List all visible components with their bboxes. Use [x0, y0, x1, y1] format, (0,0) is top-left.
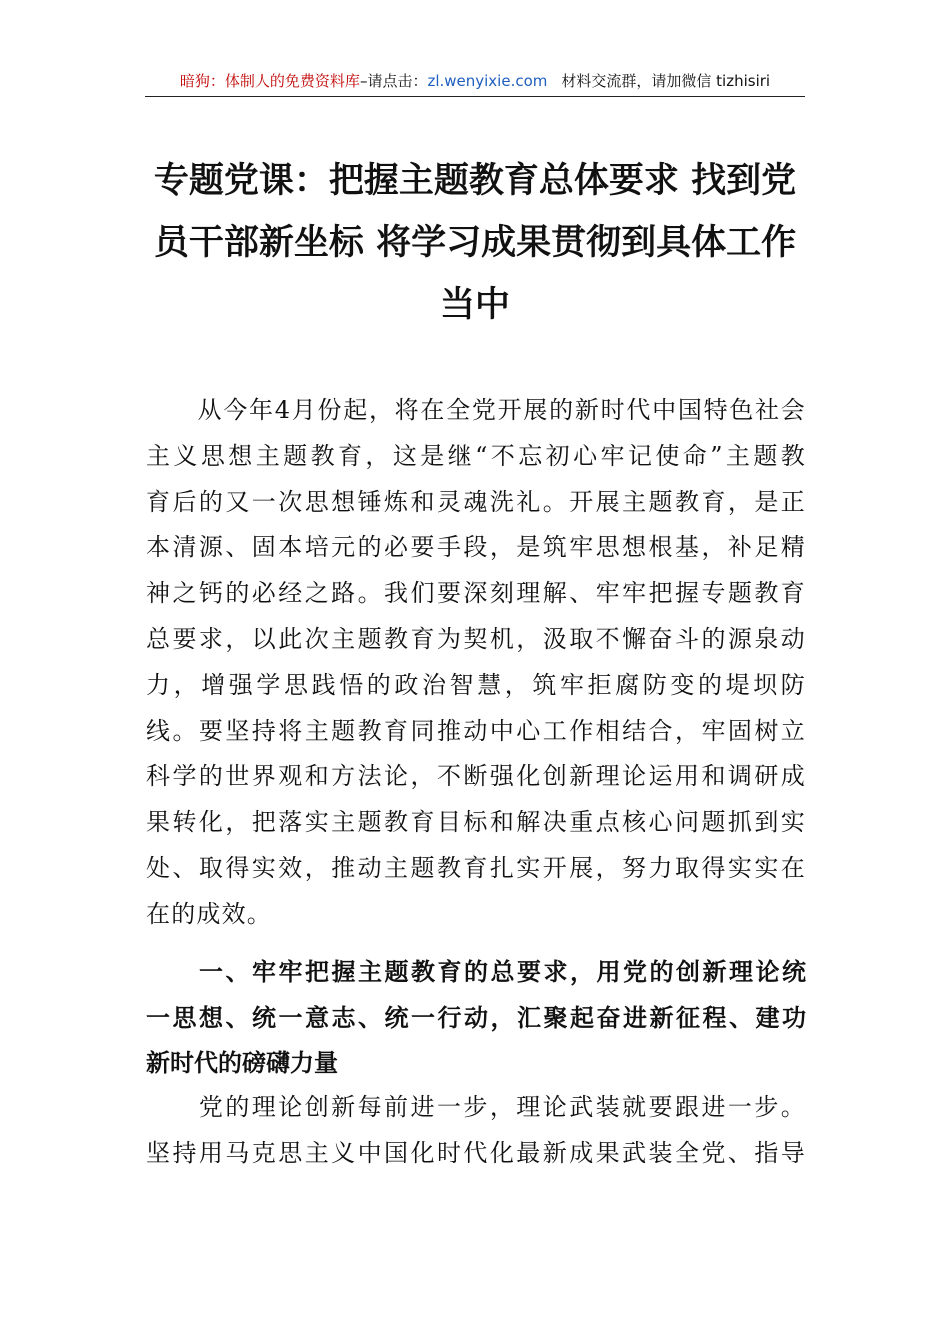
header-url-link[interactable]: zl.wenyixie.com — [427, 72, 548, 90]
paragraph-line: 处、取得实效，推动主题教育扎实开展，努力取得实实在 — [146, 853, 806, 882]
document-title — [140, 150, 810, 336]
paragraph-line: 总要求，以此次主题教育为契机，汲取不懈奋斗的源泉动 — [146, 624, 806, 653]
heading-line: 一、牢牢把握主题教育的总要求，用党的创新理论统 — [146, 958, 806, 986]
paragraph-line: 主义思想主题教育，这是继“不忘初心牢记使命”主题教 — [146, 441, 806, 470]
title-line-1: 专题党课：把握主题教育总体要求 找到党 — [153, 161, 797, 201]
heading-line: 一思想、统一意志、统一行动，汇聚起奋进新征程、建功 — [146, 1003, 806, 1032]
paragraph-section-1 — [146, 1085, 806, 1177]
paragraph-line: 神之钙的必经之路。我们要深刻理解、牢牢把握专题教育 — [146, 579, 806, 608]
paragraph-intro — [146, 388, 806, 938]
header-group-note: 材料交流群，请加微信 tizhisiri — [561, 72, 771, 90]
paragraph-line: 果转化，把落实主题教育目标和解决重点核心问题抓到实 — [146, 808, 806, 837]
paragraph-line: 坚持用马克思主义中国化时代化最新成果武装全党、指导 — [146, 1138, 806, 1167]
heading-line: 新时代的磅礴力量 — [146, 1049, 338, 1077]
header-click-prompt: –请点击： — [359, 72, 428, 90]
paragraph-line: 科学的世界观和方法论，不断强化创新理论运用和调研成 — [146, 762, 806, 791]
paragraph-line: 从今年4月份起，将在全党开展的新时代中国特色社会 — [146, 396, 806, 424]
title-line-2: 员干部新坐标 将学习成果贯彻到具体工作 — [153, 223, 797, 263]
paragraph-line: 力，增强学思践悟的政治智慧，筑牢拒腐防变的堤坝防 — [146, 670, 806, 699]
paragraph-line: 党的理论创新每前进一步，理论武装就要跟进一步。 — [146, 1093, 806, 1121]
header-brand: 暗狗：体制人的免费资料库 — [179, 72, 360, 90]
section-heading-1 — [146, 950, 806, 1087]
paragraph-line: 育后的又一次思想锤炼和灵魂洗礼。开展主题教育，是正 — [146, 487, 806, 516]
paragraph-line: 本清源、固本培元的必要手段，是筑牢思想根基，补足精 — [146, 533, 806, 562]
paragraph-line: 在的成效。 — [146, 899, 272, 928]
title-line-3: 当中 — [439, 285, 510, 325]
paragraph-line: 线。要坚持将主题教育同推动中心工作相结合，牢固树立 — [146, 716, 806, 745]
page-header — [145, 70, 805, 97]
